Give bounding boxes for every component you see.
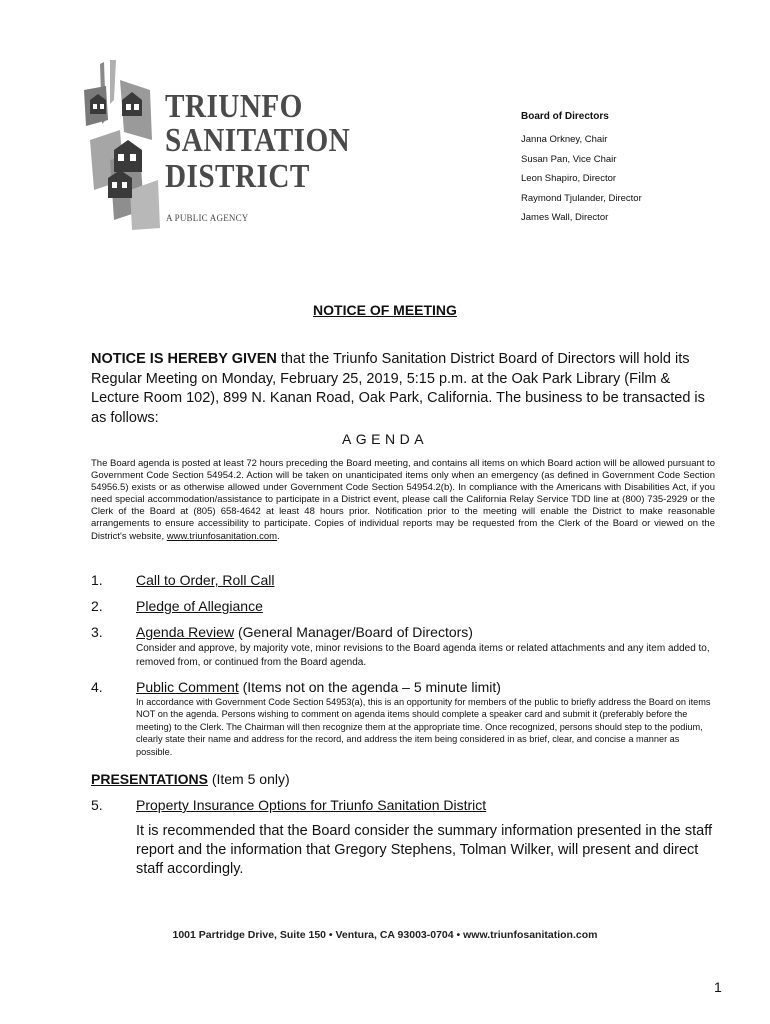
item-description: It is recommended that the Board consider the summary information presented in the staff report and the information that Gregory Stephens, Tolman Wilker, will present and direct staff accordingly.	[136, 823, 712, 877]
item-heading	[136, 598, 263, 614]
item-heading	[136, 572, 275, 588]
board-member: Susan Pan, Vice Chair	[521, 153, 617, 165]
logo-text-sanitation: SANITATION	[165, 122, 351, 159]
disclaimer-text: The Board agenda is posted at least 72 hours preceding the Board meeting, and contains all items on which Board action will be allowed pursuant to Government Code Section 54954.2. Action will be taken on unanticipated items only when an emergency (as defined in Government Code Section 54956.5) exists or as otherwise allowed under Government Code Section 54954.2(b). In compliance with the Americans with Disabilities Act, if you need special accommodation/assistance to participate in a District event, please call the California Relay Service TDD line at (800) 735-2929 or the Clerk of the Board at (805) 658-4642 at least 48 hours prior. Notification prior to the meeting will enable the District to make reasonable arrangements to ensure accessibility to participate. Copies of individual reports may be requested from the Clerk of the Board or viewed on the District's website,	[91, 458, 715, 542]
page-number: 1	[714, 979, 722, 995]
item-number: 5.	[91, 797, 103, 813]
item-number: 1.	[91, 572, 103, 588]
board-member: Janna Orkney, Chair	[521, 134, 608, 145]
presentations-title: PRESENTATIONS	[91, 771, 208, 787]
item-number: 4.	[91, 679, 103, 695]
logo-tagline: A PUBLIC AGENCY	[166, 213, 249, 223]
agenda-heading: AGENDA	[341, 431, 429, 447]
item-number: 3.	[91, 624, 103, 640]
item-title: Property Insurance Options for Triunfo Sanitation District	[136, 797, 487, 813]
agenda-disclaimer	[91, 458, 715, 543]
footer-address: 1001 Partridge Drive, Suite 150 • Ventura, CA 93003-0704 • www.triunfosanitation.com	[172, 929, 598, 941]
item-title: Call to Order, Roll Call	[136, 572, 275, 588]
item-title: Agenda Review	[136, 624, 235, 640]
item-number: 2.	[91, 598, 103, 614]
presentations-heading	[91, 771, 290, 787]
item-heading	[136, 797, 486, 813]
item-suffix: (Items not on the agenda – 5 minute limit)	[238, 679, 501, 695]
presentations-note: (Item 5 only)	[207, 771, 290, 787]
district-logo-icon	[80, 60, 162, 230]
item-title: Pledge of Allegiance	[136, 598, 263, 614]
intro-text: that the Triunfo Sanitation District Board of Directors will hold its Regular Meeting on Monday, February 25, 2019, 5:15 p.m. at the Oak Park Library (Film & Lecture Room 102), 899 N. Kanan Road, Oak Park, California. The business to be transacted is as follows:	[91, 351, 705, 426]
board-member: James Wall, Director	[521, 212, 609, 223]
board-title: Board of Directors	[521, 111, 609, 122]
item-heading	[136, 624, 473, 640]
notice-title: NOTICE OF MEETING	[313, 302, 457, 318]
intro-bold: NOTICE IS HEREBY GIVEN	[91, 351, 277, 367]
item-title: Public Comment	[136, 679, 239, 695]
board-member: Leon Shapiro, Director	[521, 173, 617, 184]
board-of-directors	[521, 111, 642, 232]
intro-paragraph	[91, 350, 721, 428]
logo-text-district: DISTRICT	[165, 158, 310, 195]
website-link[interactable]: www.triunfosanitation.com	[166, 530, 278, 542]
board-member: Raymond Tjulander, Director	[521, 192, 642, 204]
item-description: Consider and approve, by majority vote, minor revisions to the Board agenda items or related attachments and any item added to, removed from, or continued from the Board agenda.	[136, 643, 710, 668]
item-heading	[136, 679, 501, 695]
disclaimer-end: .	[277, 530, 280, 542]
logo-text-triunfo: TRIUNFO	[165, 88, 303, 125]
item-suffix: (General Manager/Board of Directors)	[234, 624, 473, 640]
item-description: In accordance with Government Code Section 54953(a), this is an opportunity for members of the public to briefly address the Board on items NOT on the agenda. Persons wishing to comment on agenda items should complete a speaker card and submit it (preferably before the meeting) to the Clerk. The Chairman will then recognize them at the appropriate time. Once recognized, persons should step to the podium, clearly state their name and address for the record, and address the item being considered in as brief, clear, and concise a manner as possible.	[136, 697, 711, 757]
